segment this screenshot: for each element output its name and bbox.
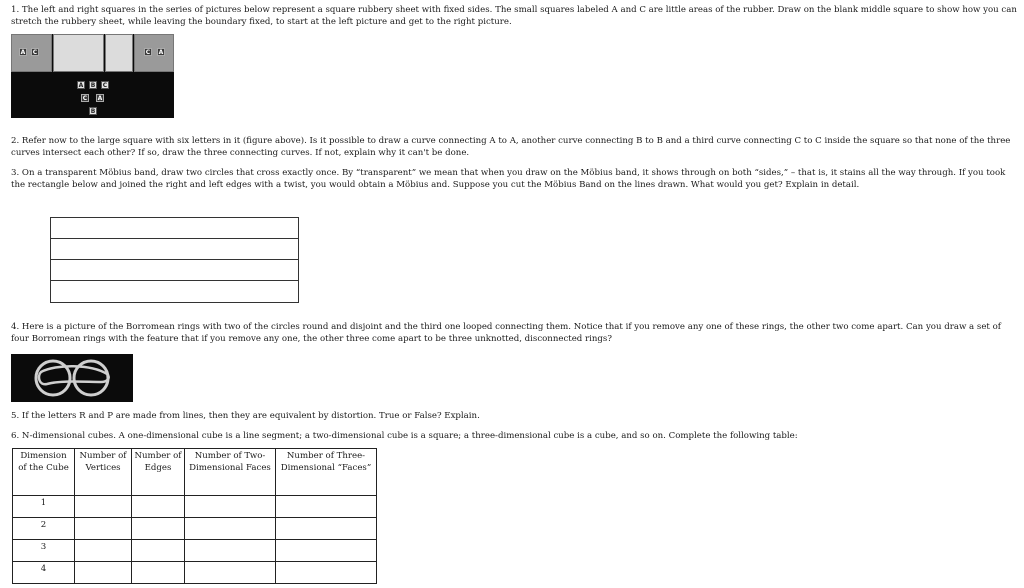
label-c: C: [102, 82, 108, 89]
label-a: A: [20, 49, 26, 56]
question-3: 3. On a transparent Möbius band, draw two circles that cross exactly once. By “transparent” we mean that when you draw on the Möbius band, it shows through on both “sides,” – that is, it stains all the way through. If you took the rectangle below and joined the right and left edges with a twist, you would obtain a Möbius and. Suppose you cut the Möbius Band on the lines drawn. What would you get? Explain in detail.: [11, 168, 1006, 190]
answer-cell[interactable]: [276, 540, 377, 562]
cube-table: [12, 448, 377, 584]
table-header-row: [13, 449, 377, 496]
dimension-cell: 3: [13, 540, 75, 562]
borromean-rings-icon: [11, 354, 133, 402]
header-three-dim-faces: Number of Three-Dimensional “Faces”: [276, 449, 377, 496]
header-vertices: Number of Vertices: [75, 449, 132, 496]
right-square: [134, 34, 174, 72]
label-b: B: [90, 108, 96, 115]
band-strip: [51, 239, 298, 260]
answer-cell[interactable]: [132, 540, 185, 562]
answer-cell[interactable]: [276, 518, 377, 540]
dimension-cell: 2: [13, 518, 75, 540]
question-4: 4. Here is a picture of the Borromean rings with two of the circles round and disjoint and the third one looped connecting them. Notice that if you remove any one of these rings, the other two come apart. Can you draw a set of four Borromean rings with the feature that if you remove any one, the other three come apart to be three unknotted, disconnected rings?: [11, 322, 1001, 344]
six-letter-square: [11, 72, 174, 118]
answer-cell[interactable]: [185, 540, 276, 562]
table-row: [13, 518, 377, 540]
header-two-dim-faces: Number of Two-Dimensional Faces: [185, 449, 276, 496]
answer-cell[interactable]: [75, 540, 132, 562]
answer-cell[interactable]: [75, 518, 132, 540]
question-2: 2. Refer now to the large square with six letters in it (figure above). Is it possible to draw a curve connecting A to A, another curve connecting B to B and a third curve connecting C to C inside the square so that none of the three curves intersect each other? If so, draw the three connecting curves. If not, explain why it can't be done.: [11, 136, 1011, 158]
table-row: [13, 562, 377, 584]
answer-cell[interactable]: [132, 562, 185, 584]
answer-cell[interactable]: [132, 518, 185, 540]
rubber-sheet-figure: [11, 34, 174, 72]
label-b: B: [90, 82, 96, 89]
mobius-rectangle[interactable]: [50, 217, 299, 303]
answer-cell[interactable]: [276, 496, 377, 518]
answer-cell[interactable]: [276, 562, 377, 584]
band-strip: [51, 260, 298, 281]
label-c: C: [82, 95, 88, 102]
label-a: A: [78, 82, 84, 89]
dimension-cell: 1: [13, 496, 75, 518]
label-c: C: [32, 49, 38, 56]
right-square-middle: [105, 34, 133, 72]
middle-square-blank[interactable]: [53, 34, 104, 72]
label-a: A: [97, 95, 103, 102]
answer-cell[interactable]: [185, 562, 276, 584]
label-c: C: [145, 49, 151, 56]
answer-cell[interactable]: [75, 562, 132, 584]
header-edges: Number of Edges: [132, 449, 185, 496]
dimension-cell: 4: [13, 562, 75, 584]
borromean-rings-figure: [11, 354, 133, 402]
question-6: 6. N-dimensional cubes. A one-dimensional cube is a line segment; a two-dimensional cube is a square; a three-dimensional cube is a cube, and so on. Complete the following table:: [11, 431, 798, 441]
question-5: 5. If the letters R and P are made from lines, then they are equivalent by distortion. True or False? Explain.: [11, 411, 480, 421]
question-1: 1. The left and right squares in the series of pictures below represent a square rubbery sheet with fixed sides. The small squares labeled A and C are little areas of the rubber. Draw on the blank middle square to show how you can stretch the rubbery sheet, while leaving the boundary fixed, to start at the left picture and get to the right picture.: [11, 5, 1017, 27]
label-a: A: [158, 49, 164, 56]
answer-cell[interactable]: [75, 496, 132, 518]
table-row: [13, 496, 377, 518]
header-dimension: Dimension of the Cube: [13, 449, 75, 496]
answer-cell[interactable]: [132, 496, 185, 518]
band-strip: [51, 218, 298, 239]
band-strip: [51, 281, 298, 302]
answer-cell[interactable]: [185, 518, 276, 540]
table-row: [13, 540, 377, 562]
answer-cell[interactable]: [185, 496, 276, 518]
